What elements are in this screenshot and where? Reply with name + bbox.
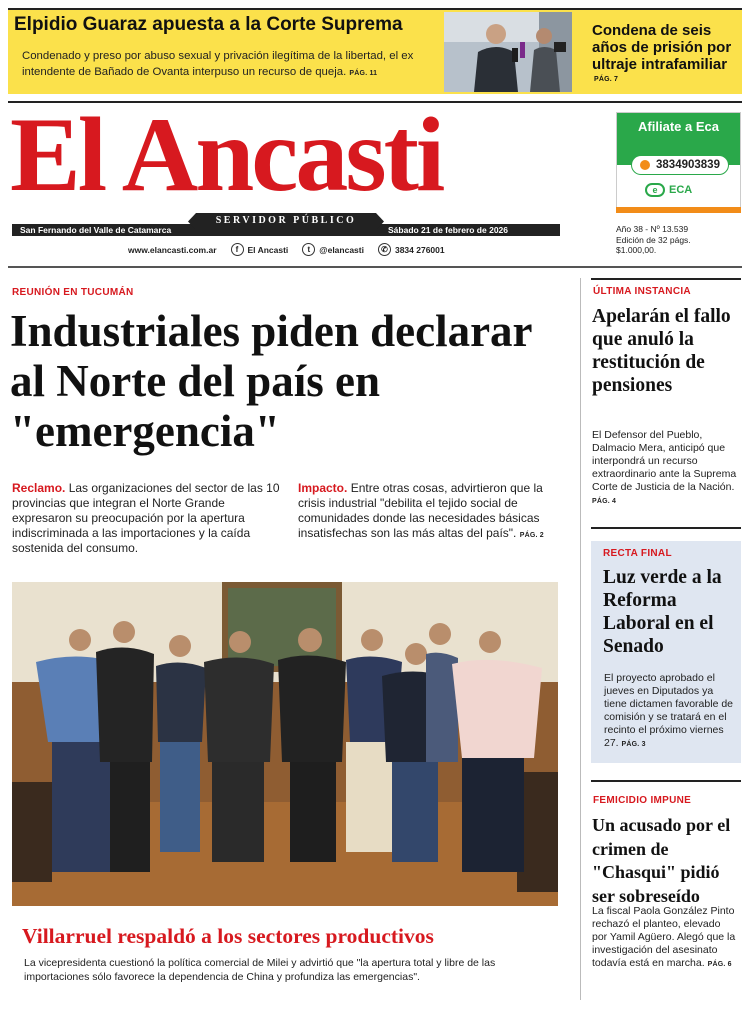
side3-body — [592, 905, 736, 971]
side3-headline[interactable]: Un acusado por el crimen de "Chasqui" pidió ser sobreseído — [592, 815, 731, 906]
col2-text: Entre otras cosas, advirtieron que la crisis industrial "debilita el tejido social de comunidades donde las necesidades básicas insatisfechas son las más altas del país". — [298, 481, 543, 540]
twitter-handle: @elancasti — [319, 244, 364, 255]
facebook-contact[interactable] — [231, 243, 289, 256]
edition-info — [616, 224, 746, 256]
eca-logo-text: ECA — [669, 184, 693, 196]
twitter-contact[interactable] — [302, 243, 364, 256]
teaser-description — [22, 48, 422, 82]
eca-ad-footer — [616, 207, 741, 213]
side-rule-1 — [591, 278, 741, 280]
main-col2 — [298, 481, 570, 543]
masthead-date: Sábado 21 de febrero de 2026 — [388, 225, 508, 235]
teaser-photo[interactable] — [444, 12, 572, 92]
whatsapp-contact[interactable] — [378, 243, 445, 256]
masthead-motto: SERVIDOR PÚBLICO — [215, 215, 357, 226]
sub-headline[interactable]: Villarruel respaldó a los sectores productivos — [22, 924, 434, 948]
side-rule-2 — [591, 527, 741, 529]
teaser-description-text: Condenado y preso por abuso sexual y privación ilegítima de la libertad, el ex intendente de Bañado de Ovanta interpuso un recurso de queja. — [22, 50, 414, 78]
facebook-icon: f — [231, 243, 244, 256]
side2-headline[interactable]: Luz verde a la Reforma Laboral en el Senado — [603, 567, 722, 657]
contact-row — [128, 243, 459, 256]
eca-cta: Afiliate a Eca — [638, 119, 719, 134]
issue-number: Año 38 - Nº 13.539 — [616, 224, 689, 234]
teaser-photo-image — [444, 12, 572, 92]
whatsapp-icon: ✆ — [378, 243, 391, 256]
masthead-bottom-rule — [8, 266, 742, 268]
col1-text: Las organizaciones del sector de las 10 provincias que integran el Norte Grande expresaron su preocupación por la apertura indiscriminada a las importaciones y la caída sostenida del consumo. — [12, 481, 280, 555]
main-col1 — [12, 481, 284, 556]
column-divider — [580, 278, 581, 1000]
side2-body — [604, 672, 738, 751]
eca-phone[interactable] — [631, 155, 729, 175]
eca-logo — [645, 183, 692, 197]
side2-kicker: RECTA FINAL — [603, 548, 672, 559]
side1-body — [592, 429, 740, 508]
edition-pages: Edición de 32 págs. — [616, 234, 691, 245]
side3-text: La fiscal Paola González Pinto rechazó el planteo, elevado por Yamil Agüero. Alegó que la investigación del asesinato todavía está en marcha. — [592, 905, 736, 969]
teaser-headline[interactable]: Elpidio Guaraz apuesta a la Corte Suprema — [14, 14, 403, 35]
masthead-logo[interactable]: El Ancasti — [10, 96, 443, 213]
side3-page-ref: PÁG. 6 — [707, 961, 732, 968]
teaser-right-headline[interactable]: Condena de seis años de prisión por ultraje intrafamiliar — [592, 22, 732, 73]
col2-page-ref: PÁG. 2 — [519, 532, 544, 539]
whatsapp-icon — [640, 160, 650, 170]
website-link[interactable]: www.elancasti.com.ar — [128, 244, 217, 255]
side1-headline[interactable]: Apelarán el fallo que anuló la restitución de pensiones — [592, 306, 731, 396]
facebook-handle: El Ancasti — [247, 244, 289, 255]
side2-page-ref: PÁG. 3 — [621, 741, 646, 748]
col1-lead: Reclamo. — [12, 481, 66, 495]
side1-page-ref: PÁG. 4 — [592, 498, 617, 505]
teaser-page-ref: PÁG. 11 — [349, 70, 378, 77]
side1-text: El Defensor del Pueblo, Dalmacio Mera, anticipó que interpondrá un recurso extraordinario ante la Suprema Corte de Justicia de la Nación. — [592, 429, 737, 493]
side1-kicker: ÚLTIMA INSTANCIA — [593, 286, 691, 297]
teaser-right-page-ref: PÁG. 7 — [594, 76, 619, 83]
main-headline[interactable]: Industriales piden declarar al Norte del país en "emergencia" — [10, 306, 532, 456]
main-photo-image — [12, 582, 558, 906]
whatsapp-number: 3834 276001 — [394, 244, 445, 255]
eca-phone-number: 3834903839 — [656, 159, 720, 171]
masthead-location: San Fernando del Valle de Catamarca — [20, 225, 172, 235]
eca-logo-icon: e — [645, 183, 665, 197]
sub-description: La vicepresidenta cuestionó la política comercial de Milei y advirtió que "la apertura total y libre de las importaciones sólo favorece la dependencia de China y profundiza las emergencias". — [24, 957, 496, 983]
side2-text: El proyecto aprobado el jueves en Diputados ya tiene dictamen favorable de comisión y se tratará en el recinto el próximo viernes 27. — [604, 672, 733, 749]
side-rule-3 — [591, 780, 741, 782]
twitter-icon: t — [302, 243, 315, 256]
edition-price: $1.000,00. — [616, 245, 657, 255]
main-kicker: REUNIÓN EN TUCUMÁN — [12, 287, 134, 298]
side3-kicker: FEMICIDIO IMPUNE — [593, 795, 692, 806]
main-photo[interactable] — [12, 582, 558, 906]
col2-lead: Impacto. — [298, 481, 348, 495]
